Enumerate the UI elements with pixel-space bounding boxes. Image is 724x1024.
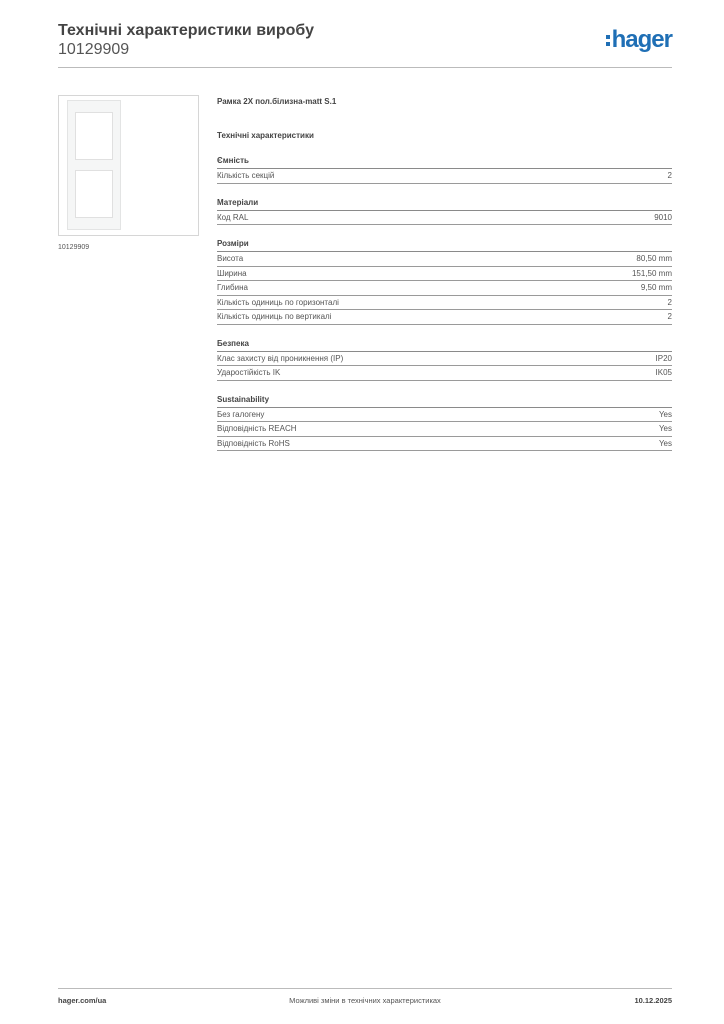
spec-row [217, 211, 672, 226]
spec-row [217, 366, 672, 381]
spec-group [217, 337, 672, 381]
product-image [58, 95, 199, 236]
spec-value: 9,50 mm [640, 283, 672, 292]
spec-group-title: Sustainability [217, 393, 672, 408]
spec-row [217, 169, 672, 184]
spec-value: 80,50 mm [636, 254, 672, 263]
spec-value: IP20 [655, 353, 672, 363]
spec-label: Глибина [217, 283, 248, 292]
spec-label: Ударостійкість IK [217, 368, 281, 377]
spec-value: 9010 [654, 212, 672, 222]
spec-value: IK05 [655, 368, 672, 377]
spec-row [217, 267, 672, 282]
footer-notice: Можливі зміни в технічних характеристиках [289, 996, 441, 1005]
spec-row [217, 408, 672, 423]
spec-label: Клас захисту від проникнення (IP) [217, 353, 344, 363]
header-divider [58, 67, 672, 68]
spec-value: 151,50 mm [631, 268, 672, 278]
spec-groups [217, 154, 672, 451]
spec-label: Висота [217, 254, 244, 263]
spec-value: Yes [658, 409, 672, 419]
spec-value: Yes [658, 438, 672, 448]
spec-row [217, 310, 672, 325]
spec-label: Ширина [217, 268, 247, 278]
spec-content [217, 96, 672, 451]
spec-value: 2 [667, 171, 672, 180]
spec-row [217, 352, 672, 367]
spec-group-title: Розміри [217, 237, 672, 252]
spec-row [217, 437, 672, 452]
product-name: Рамка 2X пол.білизна-matt S.1 [217, 97, 337, 106]
frame-opening-top [75, 112, 113, 160]
spec-label: Кількість одиниць по вертикалі [217, 312, 332, 321]
spec-label: Відповідність RoHS [217, 438, 290, 448]
spec-group [217, 393, 672, 452]
logo-dots-icon [606, 35, 610, 46]
image-caption: 10129909 [58, 244, 90, 251]
spec-group [217, 154, 672, 184]
footer-website-link[interactable]: hager.com/ua [58, 996, 107, 1005]
spec-row [217, 422, 672, 437]
spec-value: 2 [667, 312, 672, 321]
product-code: 10129909 [58, 41, 130, 58]
double-frame-graphic [67, 100, 121, 230]
spec-row [217, 281, 672, 296]
logo-text: hager [611, 26, 672, 53]
spec-group [217, 237, 672, 325]
spec-row [217, 252, 672, 267]
footer-date: 10.12.2025 [634, 996, 672, 1005]
frame-opening-bottom [75, 170, 113, 218]
page-header [58, 20, 672, 68]
spec-group-title: Ємність [217, 154, 672, 169]
spec-label: Без галогену [217, 409, 265, 419]
spec-label: Кількість одиниць по горизонталі [217, 297, 339, 307]
footer-divider [58, 988, 672, 989]
hager-logo[interactable] [606, 28, 672, 52]
spec-group-title: Матеріали [217, 196, 672, 211]
spec-value: Yes [658, 424, 672, 433]
spec-section-title: Технічні характеристики [217, 131, 314, 140]
document-title: Технічні характеристики виробу [58, 22, 314, 39]
spec-value: 2 [667, 297, 672, 307]
spec-group-title: Безпека [217, 337, 672, 352]
spec-row [217, 296, 672, 311]
spec-group [217, 196, 672, 226]
spec-label: Кількість секцій [217, 171, 275, 180]
spec-label: Код RAL [217, 212, 249, 222]
spec-label: Відповідність REACH [217, 424, 297, 433]
page-footer [58, 996, 672, 1010]
